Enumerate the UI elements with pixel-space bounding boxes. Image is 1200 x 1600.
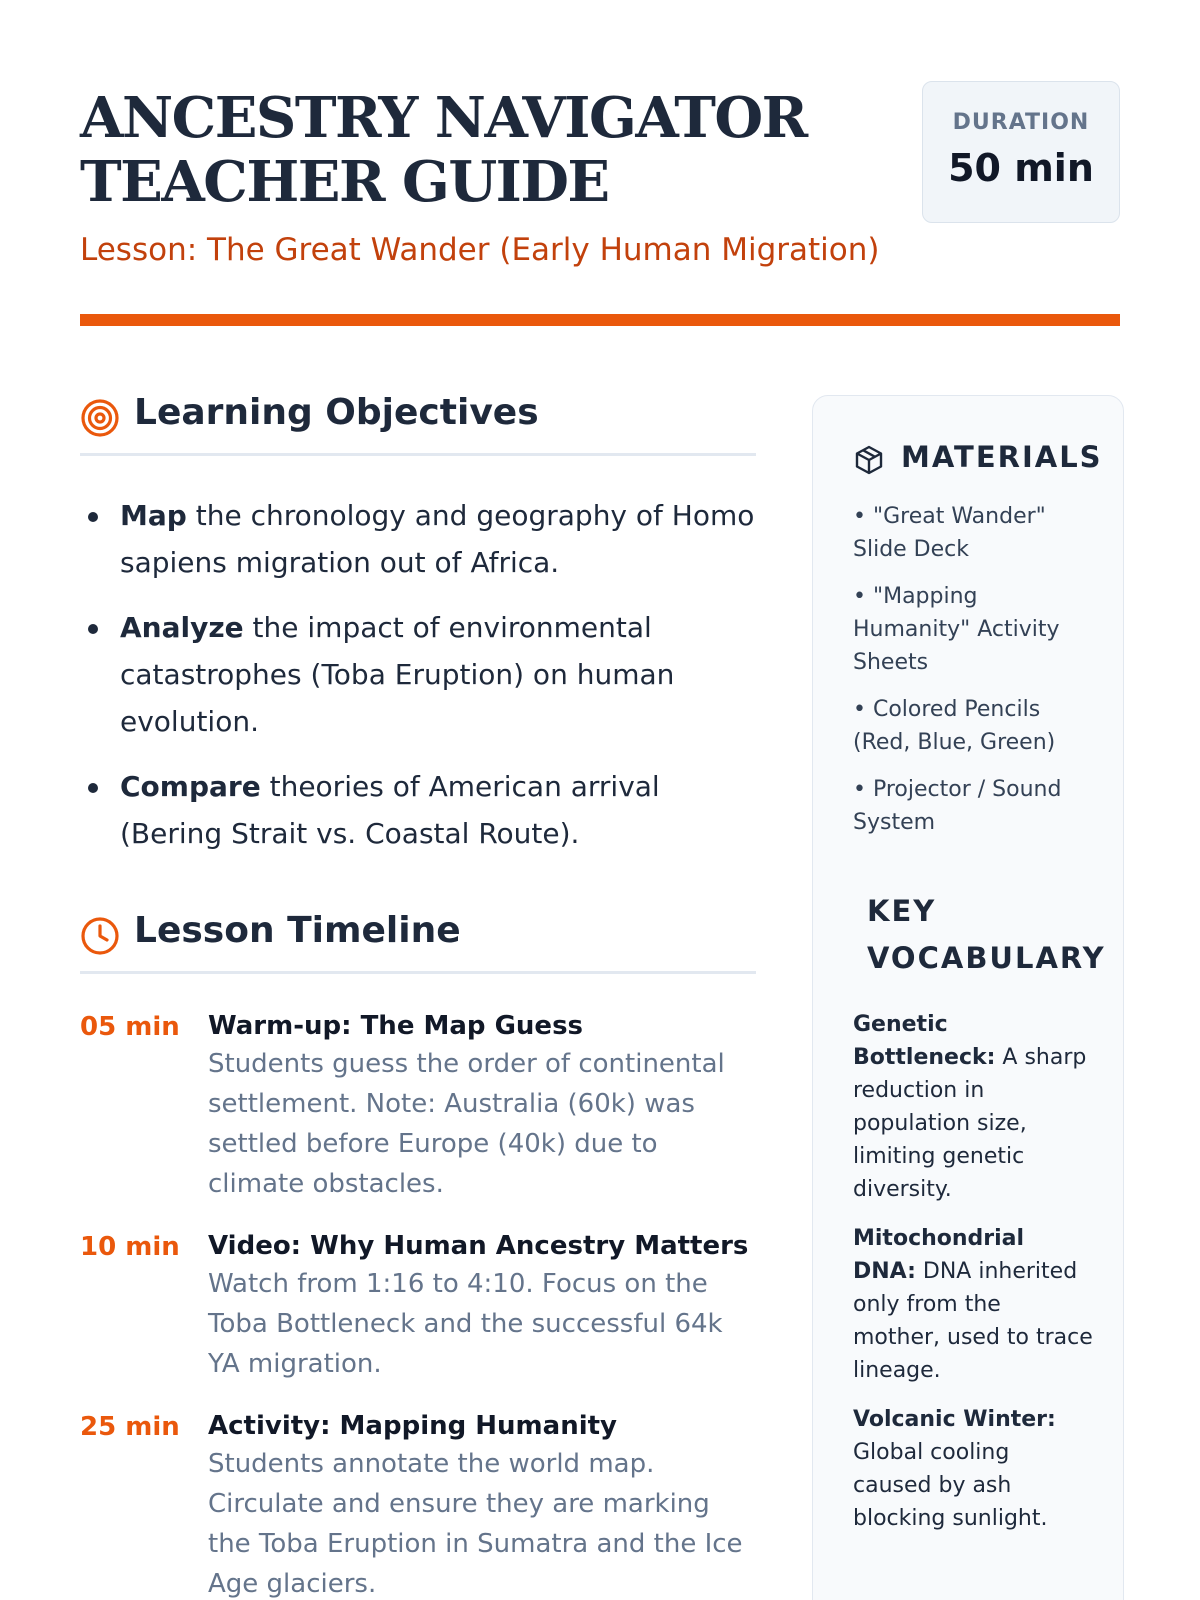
vocabulary-definition: DNA inherited only from the mother, used to trace lineage.	[853, 1259, 1093, 1383]
vocabulary-definition: Global cooling caused by ash blocking sunlight.	[853, 1440, 1048, 1531]
box-icon	[853, 444, 885, 476]
timeline-item	[80, 1408, 760, 1600]
list-item: • Colored Pencils (Red, Blue, Green)	[853, 697, 1056, 755]
objectives-heading	[80, 386, 756, 456]
list-item: • Projector / Sound System	[853, 777, 1062, 835]
bullet-icon	[88, 624, 98, 634]
list-item: • "Great Wander" Slide Deck	[853, 504, 1046, 562]
vocabulary-list	[853, 1008, 1093, 1551]
bullet-icon	[88, 512, 98, 522]
objective-text: the chronology and geography of Homo sapiens migration out of Africa.	[120, 499, 755, 579]
list-item	[80, 763, 760, 857]
objectives-list	[80, 492, 760, 875]
page-title	[80, 86, 860, 214]
timeline-item-title: Video: Why Human Ancestry Matters	[208, 1231, 749, 1261]
list-item	[80, 492, 760, 586]
timeline-item-desc: Students annotate the world map. Circulate and ensure they are marking the Toba Eruption in Sumatra and the Ice Age glaciers.	[208, 1449, 743, 1599]
timeline-item	[80, 1228, 760, 1384]
timeline-heading	[80, 904, 756, 974]
timeline-item-desc: Students guess the order of continental settlement. Note: Australia (60k) was settled before Europe (40k) due to climate obstacles.	[208, 1049, 725, 1199]
vocabulary-item	[853, 1008, 1093, 1206]
bullet-icon	[88, 783, 98, 793]
vocabulary-term: Volcanic Winter:	[853, 1407, 1056, 1432]
duration-value: 50 min	[948, 146, 1094, 190]
vocabulary-item	[853, 1403, 1093, 1535]
target-icon	[80, 398, 120, 438]
timeline-item-title: Warm-up: The Map Guess	[208, 1011, 584, 1041]
title-line-1: ANCESTRY NAVIGATOR	[80, 85, 807, 151]
timeline-time: 05 min	[80, 1012, 180, 1042]
objective-text: theories of American arrival (Bering Strait vs. Coastal Route).	[120, 770, 660, 850]
vocabulary-term: Genetic Bottleneck:	[853, 1012, 996, 1070]
header-divider	[80, 314, 1120, 326]
timeline-item	[80, 1008, 760, 1204]
timeline-time: 25 min	[80, 1412, 180, 1442]
timeline-item-title: Activity: Mapping Humanity	[208, 1411, 617, 1441]
duration-badge	[922, 81, 1120, 223]
vocabulary-item	[853, 1222, 1093, 1387]
objective-verb: Map	[120, 499, 187, 532]
timeline-list	[80, 1008, 760, 1600]
sidebar-card	[812, 395, 1124, 1600]
list-item: • "Mapping Humanity" Activity Sheets	[853, 584, 1060, 675]
vocabulary-title: KEY VOCABULARY	[867, 894, 1106, 975]
materials-list	[853, 500, 1083, 853]
duration-label: DURATION	[952, 110, 1090, 135]
list-item	[80, 604, 760, 745]
title-line-2: TEACHER GUIDE	[80, 149, 609, 215]
objective-verb: Analyze	[120, 611, 244, 644]
timeline-time: 10 min	[80, 1232, 180, 1262]
materials-title: MATERIALS	[901, 440, 1103, 474]
objective-verb: Compare	[120, 770, 261, 803]
vocabulary-term: Mitochondrial DNA:	[853, 1226, 1025, 1284]
clock-icon	[80, 916, 120, 956]
timeline-title: Lesson Timeline	[134, 910, 461, 951]
vocabulary-definition: A sharp reduction in population size, limiting genetic diversity.	[853, 1045, 1087, 1202]
timeline-item-desc: Watch from 1:16 to 4:10. Focus on the Toba Bottleneck and the successful 64k YA migration.	[208, 1269, 723, 1379]
lesson-subtitle: Lesson: The Great Wander (Early Human Migration)	[80, 232, 880, 268]
objectives-title: Learning Objectives	[134, 392, 539, 433]
objective-text: the impact of environmental catastrophes (Toba Eruption) on human evolution.	[120, 611, 675, 738]
